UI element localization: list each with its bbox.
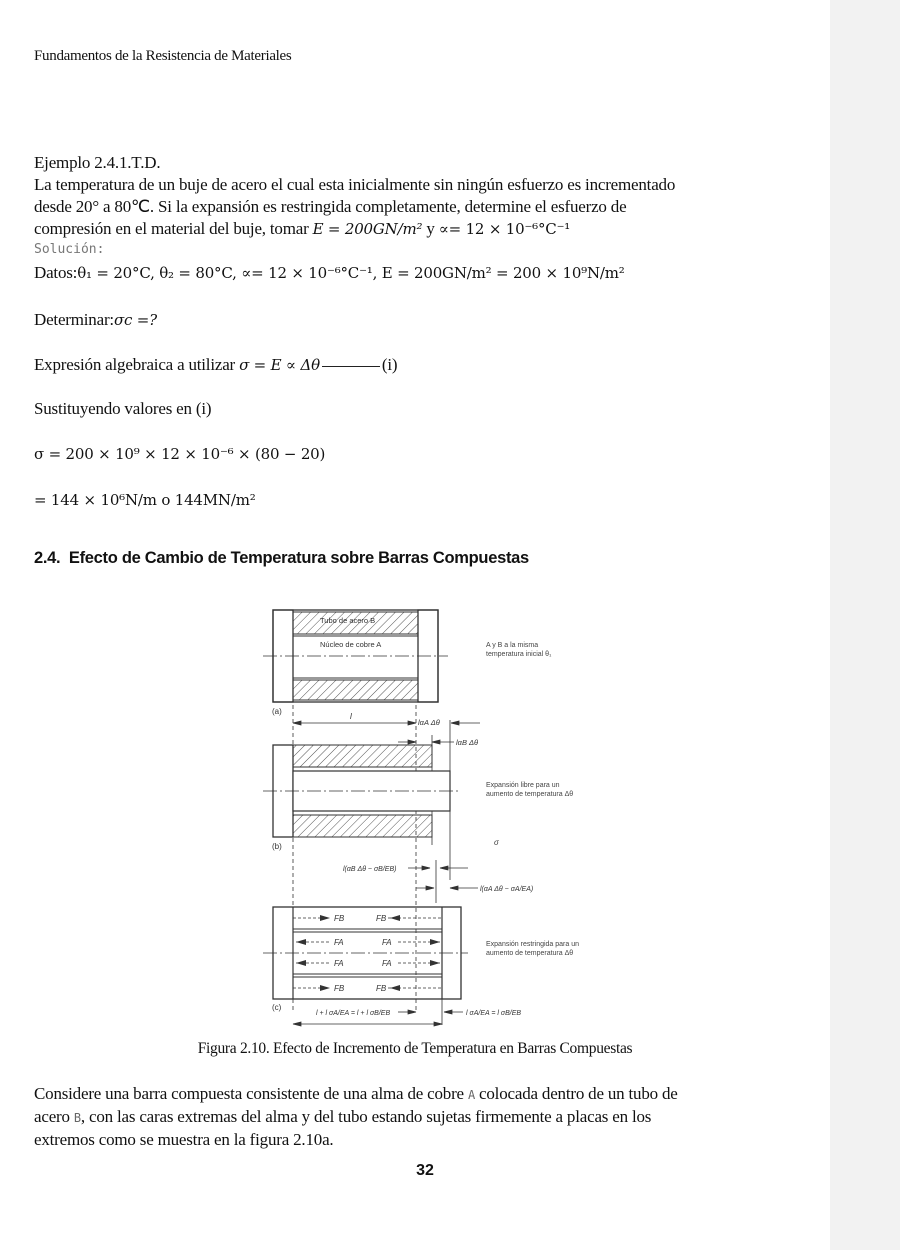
panel-b-label: (b) [272,842,282,851]
panel-c-label: (c) [272,1003,282,1012]
force-b-top-left: FB [334,914,345,923]
force-b-top-right: FB [376,914,387,923]
running-header: Fundamentos de la Resistencia de Materiales [34,48,292,64]
datos-label: Datos: [34,263,78,282]
panel-a-assembly [263,610,552,716]
core-label: Núcleo de cobre A [320,640,382,649]
datos-formula: θ₁ = 20°C, θ₂ = 80°C, ∝= 12 × 10⁻⁶°C⁻¹, E = 200GN/m² = 200 × 10⁹N/m² [77,264,625,282]
alpha-formula: ∝= 12 × 10⁻⁶°C⁻¹ [438,220,571,238]
example-statement-line-1: La temperatura de un buje de acero el cual esta inicialmente sin ningún esfuerzo es incrementado [34,175,676,194]
steel-tube-bottom-a [293,680,418,700]
force-a-lower-right: FA [382,959,392,968]
equation-ref: (i) [381,355,398,374]
example-statement-line-3 [34,218,818,240]
comment-margin-panel [830,0,900,1250]
alpha-b-label: lαB Δθ [456,738,479,747]
length-label: l [350,712,352,721]
paragraph-text: Considere una barra compuesta consistente de una alma de cobre [34,1084,468,1103]
paragraph-line-3: extremos como se muestra en la figura 2.10a. [34,1130,334,1149]
section-number: 2.4. [34,549,61,567]
determinar-line [34,309,818,331]
expresion-formula: σ = E ∝ Δθ [239,356,320,374]
determinar-formula: σc =? [113,311,157,329]
determinar-label: Determinar: [34,310,114,329]
strain-dimensions [343,860,533,903]
example-title: Ejemplo 2.4.1.T.D. [34,153,161,172]
paragraph-text: , con las caras extremas del alma y del tubo estando sujetas firmemente a placas en los [80,1107,652,1126]
steel-tube-top-b [293,745,432,767]
force-a-upper-right: FA [382,938,392,947]
paragraph-text: acero [34,1107,74,1126]
note-c-line2: aumento de temperatura Δθ [486,950,574,957]
panel-c-dimensions [293,999,521,1026]
total-length-label: l + l σA/EA = l + l σB/EB [316,1010,391,1017]
modulus-formula: E = 200GN/m² [312,220,423,238]
force-a-lower-left: FA [334,959,344,968]
statement-text: compresión en el material del buje, tomar [34,219,313,238]
section-heading [34,549,529,568]
section-title: Efecto de Cambio de Temperatura sobre Barras Compuestas [68,549,529,567]
note-c-line1: Expansión restringida para un [486,941,580,948]
label-b: B [73,1111,81,1125]
conjunction: y [422,219,439,238]
force-b-bottom-left: FB [334,984,345,993]
panel-a-label: (a) [272,707,282,716]
paragraph-line-2 [34,1106,818,1129]
steel-tube-bottom-b [293,815,432,837]
calculation-line-1: σ = 200 × 10⁹ × 12 × 10⁻⁶ × (80 − 20) [34,445,326,463]
panel-b-assembly [263,745,573,851]
paragraph-text: colocada dentro de un tubo de [474,1084,678,1103]
tube-label: Tubo de acero B [320,616,376,625]
datos-line [34,262,818,284]
calculation-line-2: = 144 × 10⁶N/m o 144MN/m² [34,491,256,509]
label-a: A [467,1088,475,1102]
leader-line [322,366,380,367]
note-a-line2: temperatura inicial θ₁ [486,651,552,658]
sigma-label: σ [494,838,499,847]
expresion-label: Expresión algebraica a utilizar [34,355,240,374]
strain-a-label: l(αA Δθ − σA/EA) [480,886,534,893]
figure-2-10 [258,605,608,1030]
panel-c-assembly [263,907,579,1012]
force-b-bottom-right: FB [376,984,387,993]
expresion-line [34,354,818,376]
solution-label: Solución: [34,242,105,257]
strain-b-label: l(αB Δθ − σB/EB) [343,866,397,873]
equal-strain-label: l σA/EA = l σB/EB [466,1010,522,1017]
paragraph-line-1 [34,1083,818,1106]
page-number: 32 [416,1162,434,1179]
note-b-line2: aumento de temperatura Δθ [486,791,574,798]
note-a-line1: A y B a la misma [486,642,539,649]
alpha-a-label: lαA Δθ [418,718,440,727]
example-statement-line-2: desde 20° a 80℃. Si la expansión es restringida completamente, determine el esfuerzo de [34,197,627,216]
sustituyendo-line: Sustituyendo valores en (i) [34,399,212,418]
figure-caption: Figura 2.10. Efecto de Incremento de Temperatura en Barras Compuestas [197,1040,633,1057]
force-a-upper-left: FA [334,938,344,947]
note-b-line1: Expansión libre para un [486,782,560,789]
